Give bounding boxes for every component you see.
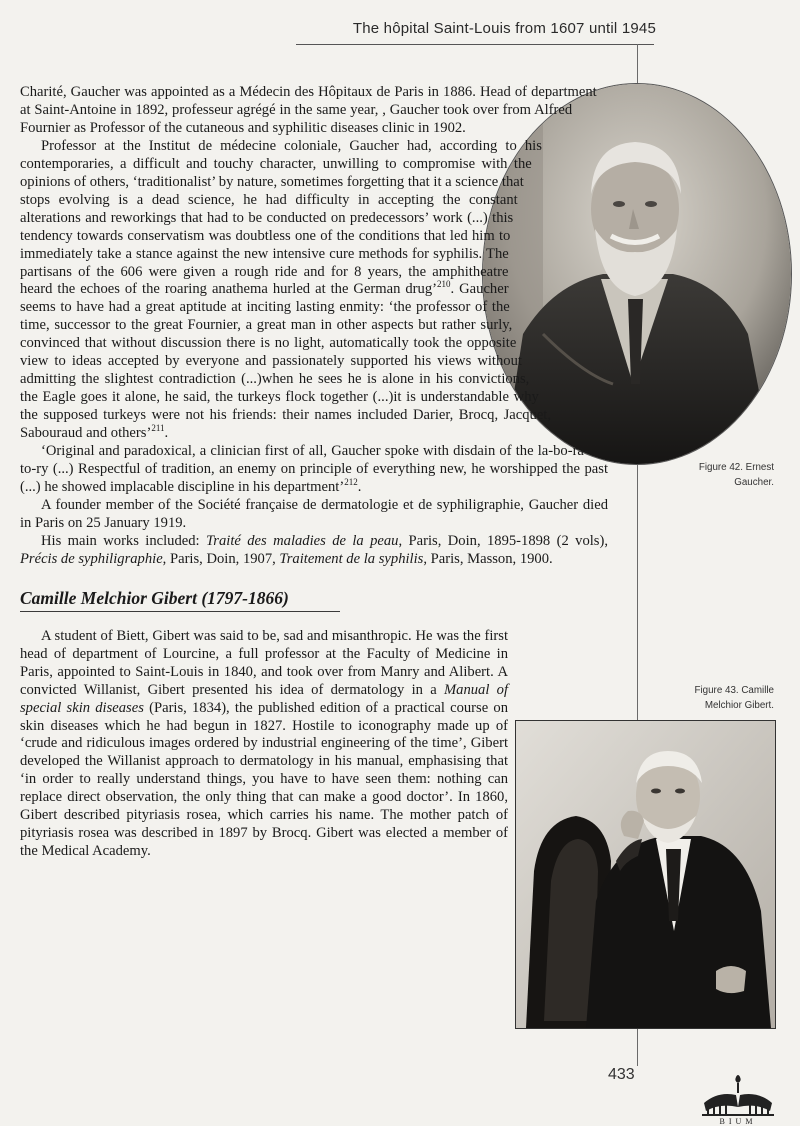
section-paragraph [20, 628, 508, 861]
work-title: Manual of special skin diseases [20, 681, 509, 716]
running-head: The hôpital Saint-Louis from 1607 until 1945 [352, 20, 656, 37]
section-heading: Camille Melchior Gibert (1797-1866) [20, 588, 340, 612]
footnote-ref: 211 [151, 423, 165, 434]
figure-43-caption: Figure 43. Camille Melchior Gibert. [694, 685, 774, 711]
footnote-ref: 212 [344, 477, 358, 488]
bium-logo [698, 1073, 778, 1126]
figure-42-caption: Figure 42. Ernest Gaucher. [698, 462, 774, 488]
work-title: Précis de syphiligraphie [20, 550, 163, 567]
paragraph-text: His main works included: [41, 532, 206, 549]
paragraph-text: . [164, 425, 169, 442]
work-title: Traitement de la syphilis [279, 550, 424, 567]
page-number: 433 [608, 1066, 635, 1083]
svg-text:BIUM: BIUM [719, 1117, 757, 1126]
paragraph-text: Professor at the Institut de médecine coloniale, Gaucher had, according to his contemporaries, a difficult and touchy character, unwilling to compromise with the opinions of others, ‘traditionalist’ by nature, sometimes forgetting that it a science that stops evolving is a dead science, he had difficulty in accepting the constant alterations and reworkings that had to be conducted on predecessors’ work (...) this tendency towards conservatism was doubtless one of the conditions that led him to immediately take a stance against the new intensive cure methods for syphilis. The partisans of the 606 were given a rough ride and for 8 years, the amphitheatre heard the echoes of the roaring anathema hurled at the German drug’ [20, 137, 542, 298]
paragraph-text: . [357, 478, 362, 495]
paragraph-text: (Paris, 1834), the published edition of a practical course on skin diseases which he had begun in 1827. Hostile to iconography made up of ‘crude and ridiculous images ordered by industrial engineering of the time’, Gibert developed the Willanist approach to dermatology in his manual, emphasising that ‘in order to really understand things, you have to have seen them: nothing can replace direct observation, the only thing that can make a good doctor’. In 1860, Gibert described pityriasis rosea, which carries his name. The mother patch of pityriasis rosea was described in 1897 by Brocq. Gibert was elected a member of the Medical Academy. [20, 699, 508, 860]
paragraph-text: A student of Biett, Gibert was said to be, sad and misanthropic. He was the first head of department of Lourcine, a full professor at the Faculty of Medicine in Paris, appointed to Saint-Louis in 1840, and took over from Manry and Alibert. A convicted Willanist, Gibert presented his idea of dermatology in a [20, 627, 508, 698]
paragraph-text: , Paris, Doin, 1895-1898 (2 vols), [398, 532, 608, 549]
paragraph: A founder member of the Société française de dermatologie et de syphiligraphie, Gaucher died in Paris on 25 January 1919. [20, 496, 608, 531]
paragraph-text: , Paris, Doin, 1907, [162, 550, 280, 567]
paragraph-text: . Gaucher seems to have had a great aptitude at inciting lasting enmity: ‘the professor of the time, successor to the great Fournier, a great man in other aspects but rather surly, convinced that without discussion there is no light, automatically took the opposite view to ideas accepted by everyone and passionately supported his views without admitting the slightest contradiction (...)when he sees he is alone in his convictions, the Eagle goes it alone, he said, the turkeys flock together (...)it is understandable why the supposed turkeys were not his friends: their names included Darier, Brocq, Jacquet, Sabouraud and others’ [20, 281, 552, 442]
work-title: Traité des maladies de la peau [206, 532, 399, 549]
paragraph-text: , Paris, Masson, 1900. [423, 550, 553, 567]
footnote-ref: 210 [437, 279, 451, 290]
paragraph-text: ‘Original and paradoxical, a clinician first of all, Gaucher spoke with disdain of the la-bo-ra-to-ry (...) Respectful of tradition, an enemy on principle of everything new, he worshipped the past (...) he showed implacable discipline in his department’ [20, 443, 608, 495]
paragraph: Charité, Gaucher was appointed as a Médecin des Hôpitaux de Paris in 1886. Head of department at Saint-Antoine in 1892, professeur agrégé in the same year, , Gaucher took over from Alfred Fournier as Professor of the cutaneous and syphilitic diseases clinic in 1902. [20, 84, 597, 136]
header-rule [296, 44, 654, 45]
